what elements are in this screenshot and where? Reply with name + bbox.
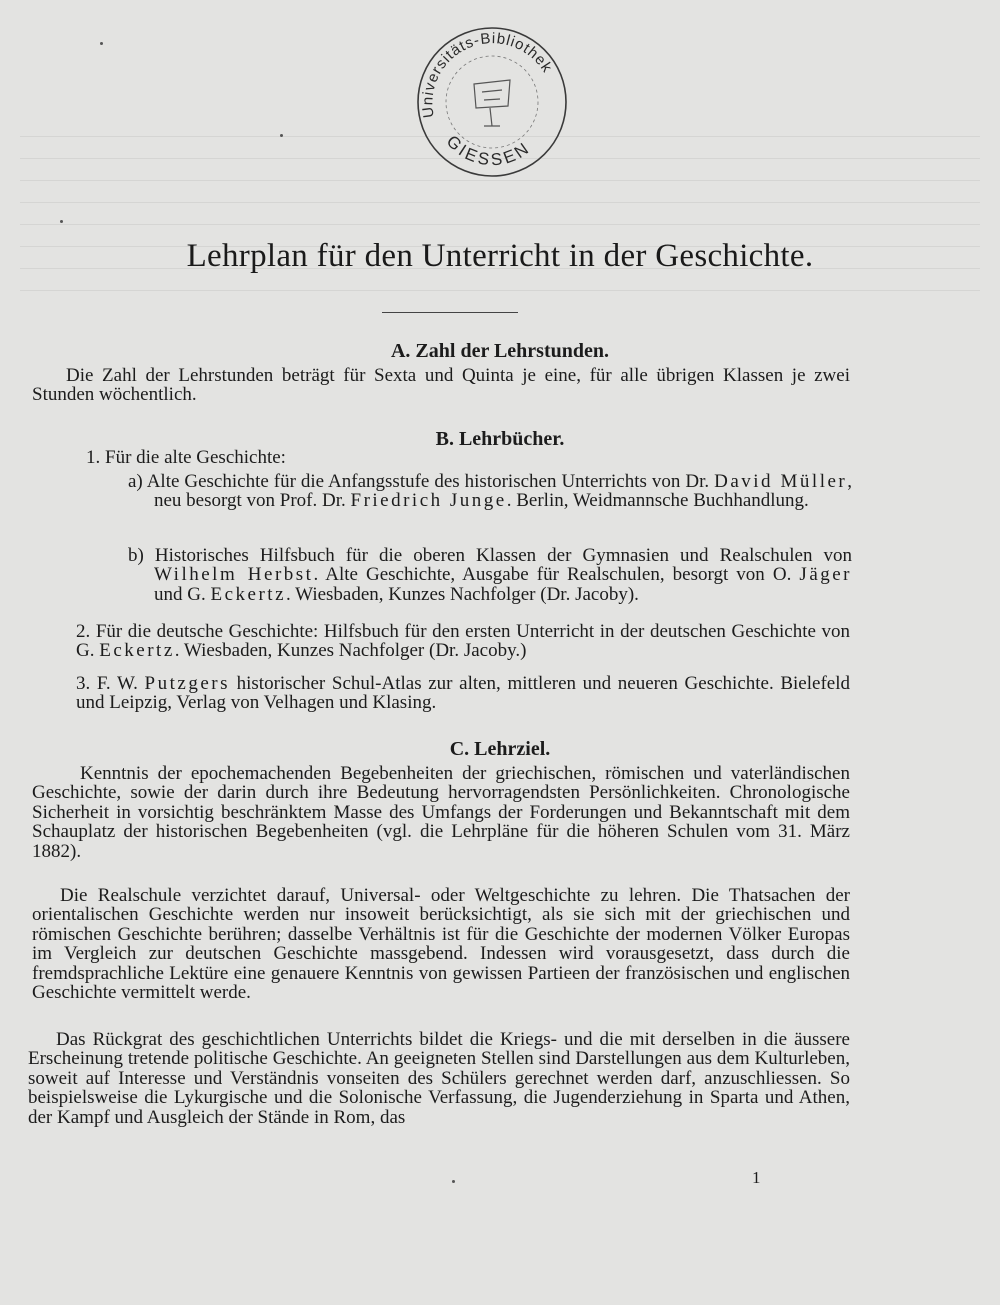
stamp-city: GIESSEN — [442, 131, 535, 170]
list-item-2: 2. Für die deutsche Geschichte: Hilfsbuch für den ersten Unterricht in der deutschen Geschichte von G. Eckertz. Wiesbaden, Kunzes Nachfolger (Dr. Jacoby.) — [76, 621, 850, 662]
speck — [452, 1180, 455, 1183]
stamp-emblem — [474, 80, 510, 126]
section-c-paragraph-1: Kenntnis der epochemachenden Begebenheiten der griechischen, römischen und vaterländischen Geschichte, sowie der darin durch ihre Bedeutung hervorragendsten Persönlichkeiten. Chronologische Sicherheit in vorsichtig beschränktem Masse des Umfangs der Forderungen und Bekanntschaft mit dem Schauplatz der historischen Begebenheiten (vgl. die Lehrpläne für die höheren Schulen vom 31. März 1882). — [32, 763, 850, 862]
section-a-heading: A. Zahl der Lehrstunden. — [390, 340, 609, 362]
page-number: 1 — [752, 1168, 761, 1187]
speck — [60, 220, 63, 223]
editor-name: Friedrich Junge — [350, 490, 507, 512]
title-divider — [382, 312, 518, 313]
page-title: Lehrplan für den Unterricht in der Geschichte. — [186, 238, 814, 274]
svg-text:Universitäts-Bibliothek — [419, 30, 556, 119]
speck — [100, 42, 103, 45]
speck — [280, 134, 283, 137]
editor-name: Eckertz — [210, 583, 286, 605]
author-name: David Müller — [714, 471, 848, 492]
stamp-text: Universitäts-Bibliothek — [419, 30, 556, 119]
section-a-paragraph: Die Zahl der Lehrstunden beträgt für Sexta und Quinta je eine, für alle übrigen Klassen je zwei Stunden wöchentlich. — [32, 365, 850, 406]
list-item-3: 3. F. W. Putzgers historischer Schul-Atlas zur alten, mittleren und neueren Geschichte. Bielefeld und Leipzig, Verlag von Velhagen und Klasing. — [76, 673, 850, 714]
author-name: Wilhelm Herbst — [154, 564, 314, 586]
library-stamp — [412, 22, 572, 182]
editor-name: Jäger — [799, 564, 853, 586]
list-item-1: 1. Für die alte Geschichte: — [86, 447, 286, 468]
author-name: Eckertz — [99, 640, 175, 662]
section-c-heading: C. Lehrziel. — [449, 738, 551, 760]
section-c-paragraph-2: Die Realschule verzichtet darauf, Universal- oder Weltgeschichte zu lehren. Die Thatsachen der orientalischen Geschichte werden nur insoweit berücksichtigt, als sie sich mit der griechischen und römischen Geschichte berühren; dasselbe Verhältnis ist für die Geschichte der modernen Völker Europas im Vergleich zur deutschen Geschichte massgebend. Indessen wird vorausgesetzt, dass durch die fremdsprachliche Lektüre eine genauere Kenntnis von gewissen Partieen der französischen und englischen Geschichte vermittelt werde. — [32, 885, 850, 1004]
section-c-paragraph-3: Das Rückgrat des geschichtlichen Unterrichts bildet die Kriegs- und die mit derselben in die äussere Erscheinung tretende politische Geschichte. An geeigneten Stellen sind Darstellungen aus dem Kulturleben, soweit auf Interesse und Verständnis vonseiten des Schülers gerechnet werden darf, anzuschliessen. So beispielsweise die Lykurgische und die Solonische Verfassung, die Jugenderziehung in Sparta und Athen, der Kampf und Ausgleich der Stände in Rom, das — [28, 1029, 850, 1128]
author-name: Putzgers — [144, 673, 230, 694]
list-item-1a: a) Alte Geschichte für die Anfangsstufe des historischen Unterrichts von Dr. David Müller, neu besorgt von Prof. Dr. Friedrich Junge. Berlin, Weidmannsche Buchhandlung. — [128, 471, 852, 512]
list-item-1b: b) Historisches Hilfsbuch für die oberen Klassen der Gymnasien und Realschulen von Wilhelm Herbst. Alte Geschichte, Ausgabe für Realschulen, besorgt von O. Jäger und G. Eckertz. Wiesbaden, Kunzes Nachfolger (Dr. Jacoby). — [128, 545, 853, 605]
section-b-heading: B. Lehrbücher. — [435, 428, 565, 450]
svg-text:GIESSEN — [443, 132, 535, 170]
